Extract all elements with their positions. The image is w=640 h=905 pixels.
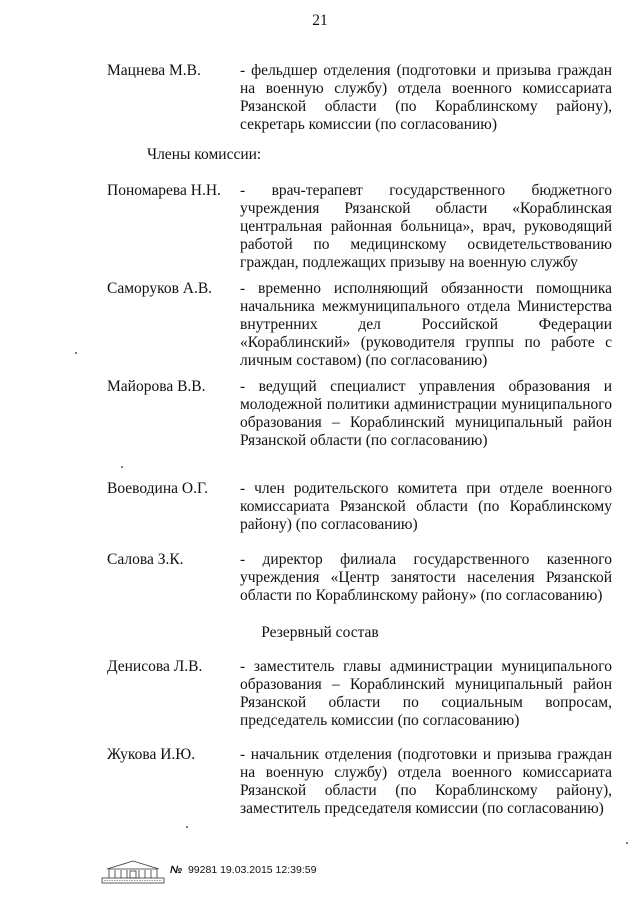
footer-doc-number: 99281	[187, 864, 218, 876]
building-stamp-icon	[101, 858, 165, 884]
member-name: Салова З.К.	[107, 551, 184, 568]
footer-number-sign: №	[170, 864, 183, 876]
member-name: Майорова В.В.	[107, 378, 206, 395]
page-number: 21	[312, 12, 328, 29]
footer-date-time: 19.03.2015 12:39:59	[220, 864, 317, 876]
reserve-name: Жукова И.Ю.	[107, 746, 196, 763]
member-role: - ведущий специалист управления образования и молодежной политики администрации муниципального образования – Кораблинский муниципальный район Рязанской области (по согласованию)	[240, 378, 612, 449]
member-name: Пономарева Н.Н.	[107, 182, 221, 199]
reserve-role: - заместитель главы администрации муниципального образования – Кораблинский муниципальный район Рязанской области по социальным вопросам, председатель комиссии (по согласованию)	[240, 658, 612, 729]
reserve-role: - начальник отделения (подготовки и призыва граждан на военную службу) отдела военного комиссариата Рязанской области (по Кораблинскому району), заместитель председателя комиссии (по согласованию)	[240, 746, 612, 817]
scan-speck	[75, 352, 77, 354]
scan-speck	[121, 466, 123, 468]
member-role: - временно исполняющий обязанности помощника начальника межмуниципального отдела Министерства внутренних дел Российской Федерации «Кораблинский» (руководителя группы по работе с личным составом) (по согласованию)	[240, 280, 612, 369]
reserve-heading: Резервный состав	[261, 624, 379, 641]
footer-registration	[170, 864, 316, 877]
member-role: - врач-терапевт государственного бюджетного учреждения Рязанской области «Кораблинская центральная районная больница», врач, руководящий работой по медицинскому освидетельствованию граждан, подлежащих призыву на военную службу	[240, 182, 612, 271]
entry-role-matsneva: - фельдшер отделения (подготовки и призыва граждан на военную службу) отдела военного комиссариата Рязанской области (по Кораблинскому району), секретарь комиссии (по согласованию)	[240, 62, 612, 133]
member-role: - член родительского комитета при отделе военного комиссариата Рязанской области (по Кораблинскому району) (по согласованию)	[240, 480, 612, 533]
scan-speck	[626, 842, 628, 844]
member-role: - директор филиала государственного казенного учреждения «Центр занятости населения Рязанской области по Кораблинскому району» (по согласованию)	[240, 551, 612, 604]
reserve-name: Денисова Л.В.	[107, 658, 203, 675]
member-name: Воеводина О.Г.	[107, 480, 209, 497]
member-name: Саморуков А.В.	[107, 280, 213, 297]
scan-speck	[186, 826, 188, 828]
entry-name-matsneva: Мацнева М.В.	[107, 62, 201, 79]
members-heading: Члены комиссии:	[147, 146, 262, 163]
